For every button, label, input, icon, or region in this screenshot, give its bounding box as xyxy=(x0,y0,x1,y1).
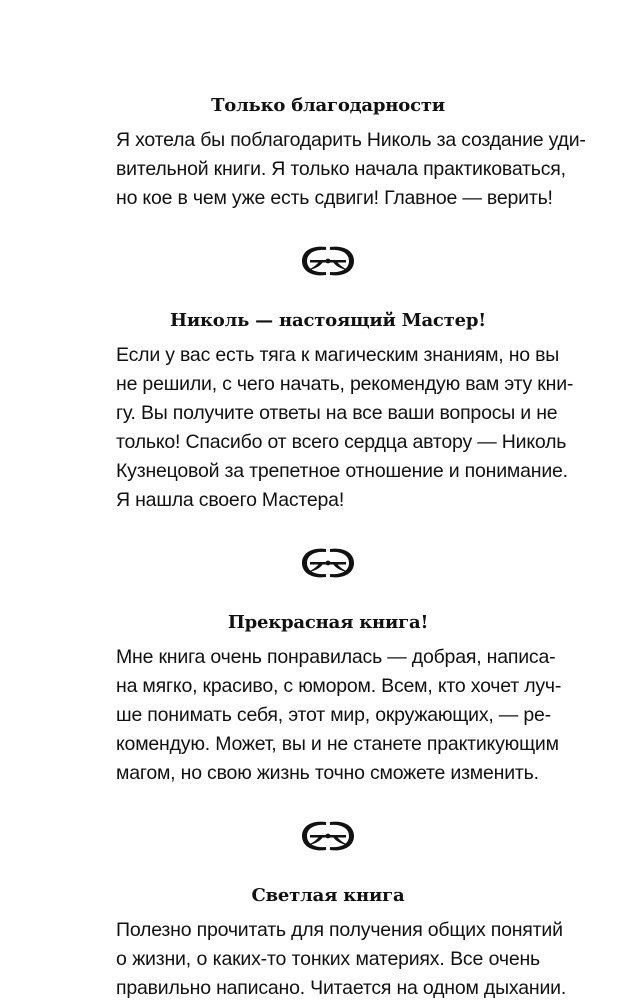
body-line: на мягко, красиво, с юмором. Всем, кто хочет луч- xyxy=(116,675,562,697)
review-1 xyxy=(116,92,586,213)
body-line: правильно написано. Читается на одном дыхании. xyxy=(116,977,567,999)
body-line: комендую. Может, вы и не станете практикующим xyxy=(116,733,559,755)
review-2 xyxy=(116,307,574,515)
ornament-divider xyxy=(116,814,540,858)
mirrored-ornament-icon xyxy=(296,545,360,581)
mirrored-ornament-icon xyxy=(296,243,360,279)
page xyxy=(116,92,586,1003)
body-line: Кузнецовой за трепетное отношение и понимание. xyxy=(116,460,568,482)
review-body xyxy=(116,126,586,213)
review-title: Прекрасная книга! xyxy=(227,612,429,633)
review-title: Николь — настоящий Мастер! xyxy=(170,310,486,331)
review-title: Только благодарности xyxy=(211,95,445,116)
body-line: Полезно прочитать для получения общих понятий xyxy=(116,919,563,941)
body-line: Я хотела бы поблагодарить Николь за создание уди- xyxy=(116,129,586,151)
body-line: магом, но свою жизнь точно сможете изменить. xyxy=(116,762,539,784)
review-body xyxy=(116,341,574,515)
body-line: ше понимать себя, этот мир, окружающих, — ре- xyxy=(116,704,551,726)
body-line: только! Спасибо от всего сердца автору — Николь xyxy=(116,431,567,453)
body-line: но кое в чем уже есть сдвиги! Главное — верить! xyxy=(116,187,553,209)
ornament-divider xyxy=(116,239,540,283)
review-3 xyxy=(116,609,562,788)
review-body xyxy=(116,916,567,1003)
body-line: о жизни, о каких-то тонких материях. Все очень xyxy=(116,948,540,970)
body-line: не решили, с чего начать, рекомендую вам эту кни- xyxy=(116,373,574,395)
mirrored-ornament-icon xyxy=(296,818,360,854)
review-4 xyxy=(116,882,567,1003)
body-line: Я нашла своего Мастера! xyxy=(116,489,345,511)
body-line: гу. Вы получите ответы на все ваши вопросы и не xyxy=(116,402,558,424)
body-line: Если у вас есть тяга к магическим знаниям, но вы xyxy=(116,344,560,366)
review-body xyxy=(116,643,562,788)
body-line: вительной книги. Я только начала практиковаться, xyxy=(116,158,566,180)
body-line: Мне книга очень понравилась — добрая, написа- xyxy=(116,646,556,668)
review-title: Светлая книга xyxy=(251,885,405,906)
ornament-divider xyxy=(116,541,540,585)
